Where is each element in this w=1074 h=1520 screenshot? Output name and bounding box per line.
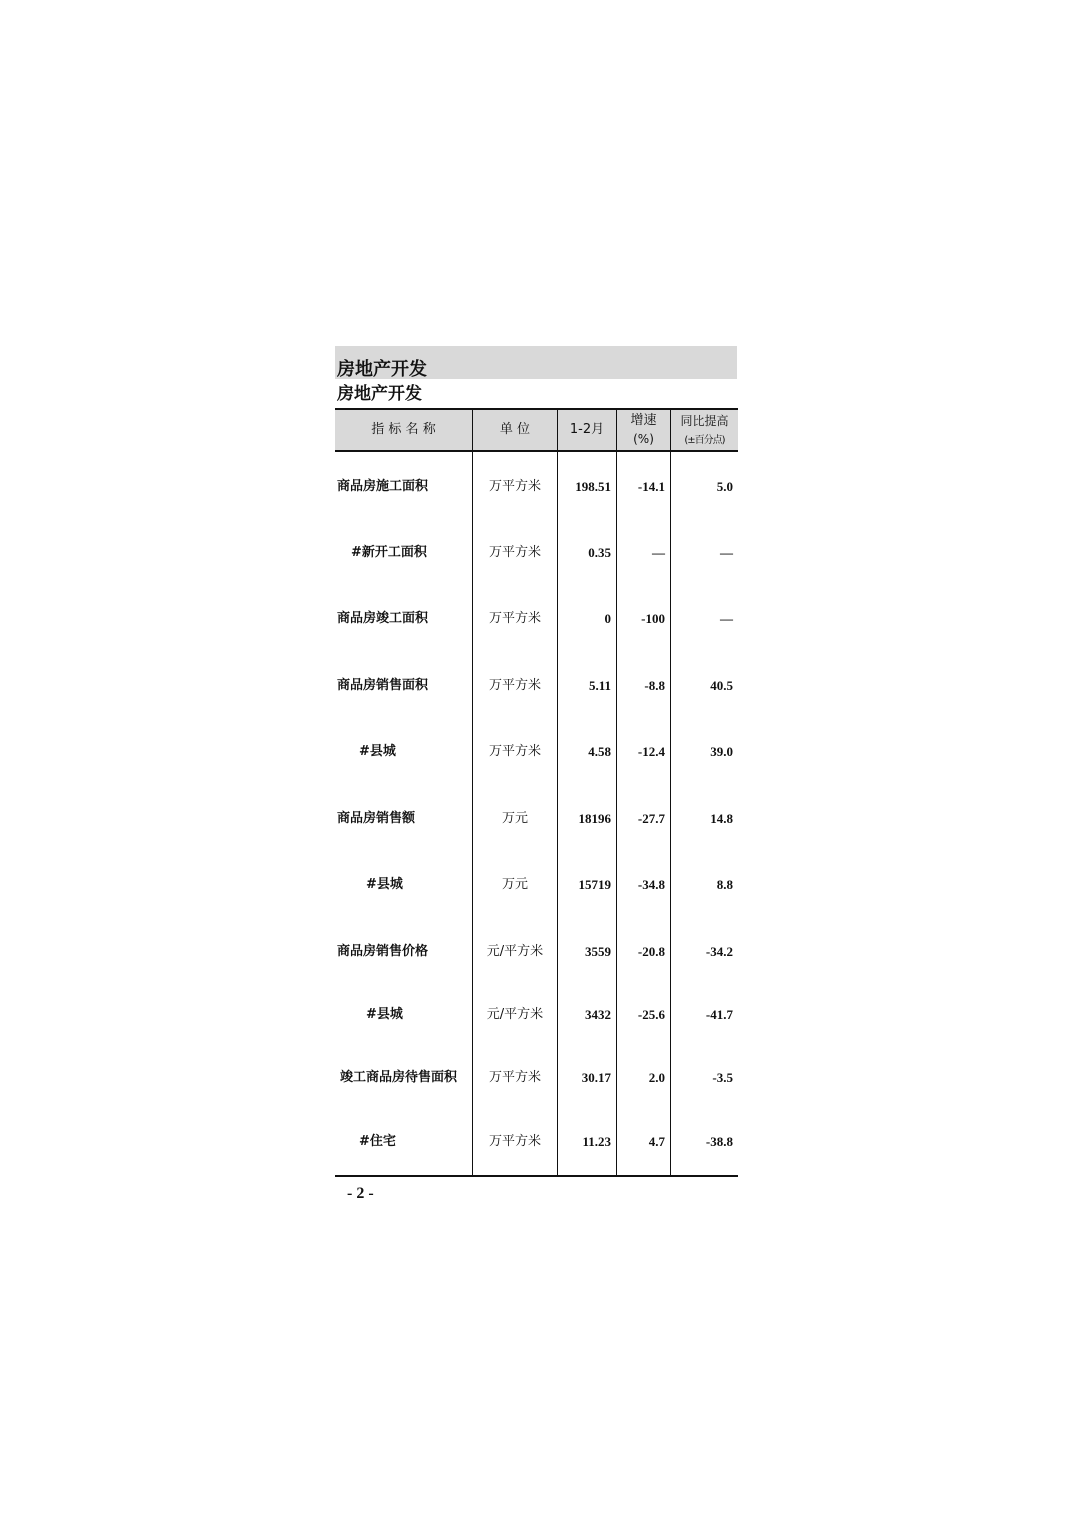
row-value: 15719 [578, 877, 611, 892]
row-name: 商品房施工面积 [337, 479, 429, 494]
row-growth: 4.7 [648, 1134, 665, 1149]
header-indicator-name: 指 标 名 称 [371, 422, 436, 437]
row-unit: 万元 [501, 811, 528, 826]
row-growth: -20.8 [637, 944, 665, 959]
row-change: 5.0 [716, 479, 733, 494]
row-name: #住宅 [359, 1134, 396, 1149]
row-value: 18196 [578, 811, 611, 826]
row-change: 39.0 [710, 744, 733, 759]
header-growth-unit: (%) [633, 432, 654, 446]
column-divider [472, 408, 473, 1177]
row-unit: 万平方米 [488, 611, 541, 626]
row-name: #县城 [366, 877, 403, 892]
header-unit: 单 位 [499, 422, 531, 437]
header-growth: 增速 [630, 413, 657, 428]
row-change: 8.8 [716, 877, 733, 892]
section-title: 房地产开发 [337, 384, 422, 404]
row-name: #新开工面积 [351, 545, 427, 560]
row-unit: 元/平方米 [486, 944, 544, 959]
column-divider [670, 408, 671, 1177]
row-change: -41.7 [705, 1007, 733, 1022]
row-value: 4.58 [588, 744, 611, 759]
row-growth: -25.6 [637, 1007, 665, 1022]
row-name: 商品房销售额 [337, 811, 416, 826]
column-divider [557, 408, 558, 1177]
row-growth: -34.8 [637, 877, 665, 892]
row-growth: -100 [641, 611, 665, 626]
row-name: 商品房竣工面积 [337, 611, 429, 626]
section-header-band-text: 房地产开发 [337, 359, 427, 379]
row-value: 0 [604, 611, 611, 626]
row-growth: 2.0 [648, 1070, 665, 1085]
table-bottom-rule [335, 1175, 738, 1177]
statistics-table [335, 408, 738, 1178]
row-name: 竣工商品房待售面积 [340, 1070, 458, 1085]
row-unit: 万平方米 [488, 479, 541, 494]
row-unit: 万平方米 [488, 545, 541, 560]
row-growth: — [652, 545, 665, 560]
row-change: -38.8 [705, 1134, 733, 1149]
header-yoy-change: 同比提高 [680, 414, 729, 428]
table-top-rule [335, 408, 738, 410]
row-name: 商品房销售面积 [337, 678, 429, 693]
row-growth: -8.8 [644, 678, 665, 693]
row-value: 11.23 [582, 1134, 611, 1149]
header-yoy-change-unit: (±百分点) [684, 435, 725, 446]
row-unit: 万元 [501, 877, 528, 892]
row-name: 商品房销售价格 [337, 944, 429, 959]
page-number: - 2 - [347, 1185, 374, 1202]
row-change: — [720, 611, 733, 626]
row-change: 40.5 [710, 678, 733, 693]
row-unit: 万平方米 [488, 1134, 541, 1149]
row-value: 198.51 [575, 479, 611, 494]
row-value: 30.17 [581, 1070, 611, 1085]
section-header-band [335, 346, 737, 379]
row-growth: -14.1 [637, 479, 665, 494]
row-change: — [720, 545, 733, 560]
table-header-rule [335, 450, 738, 452]
row-name: #县城 [359, 744, 396, 759]
row-value: 3432 [585, 1007, 611, 1022]
row-name: #县城 [366, 1007, 403, 1022]
row-unit: 元/平方米 [486, 1007, 544, 1022]
row-value: 0.35 [588, 545, 611, 560]
column-divider [616, 408, 617, 1177]
row-change: -34.2 [705, 944, 733, 959]
row-change: 14.8 [710, 811, 733, 826]
header-period: 1-2月 [569, 422, 605, 437]
row-unit: 万平方米 [488, 1070, 541, 1085]
row-value: 3559 [585, 944, 611, 959]
row-change: -3.5 [712, 1070, 733, 1085]
row-unit: 万平方米 [488, 678, 541, 693]
row-value: 5.11 [588, 678, 611, 693]
row-unit: 万平方米 [488, 744, 541, 759]
row-growth: -27.7 [637, 811, 665, 826]
row-growth: -12.4 [637, 744, 665, 759]
